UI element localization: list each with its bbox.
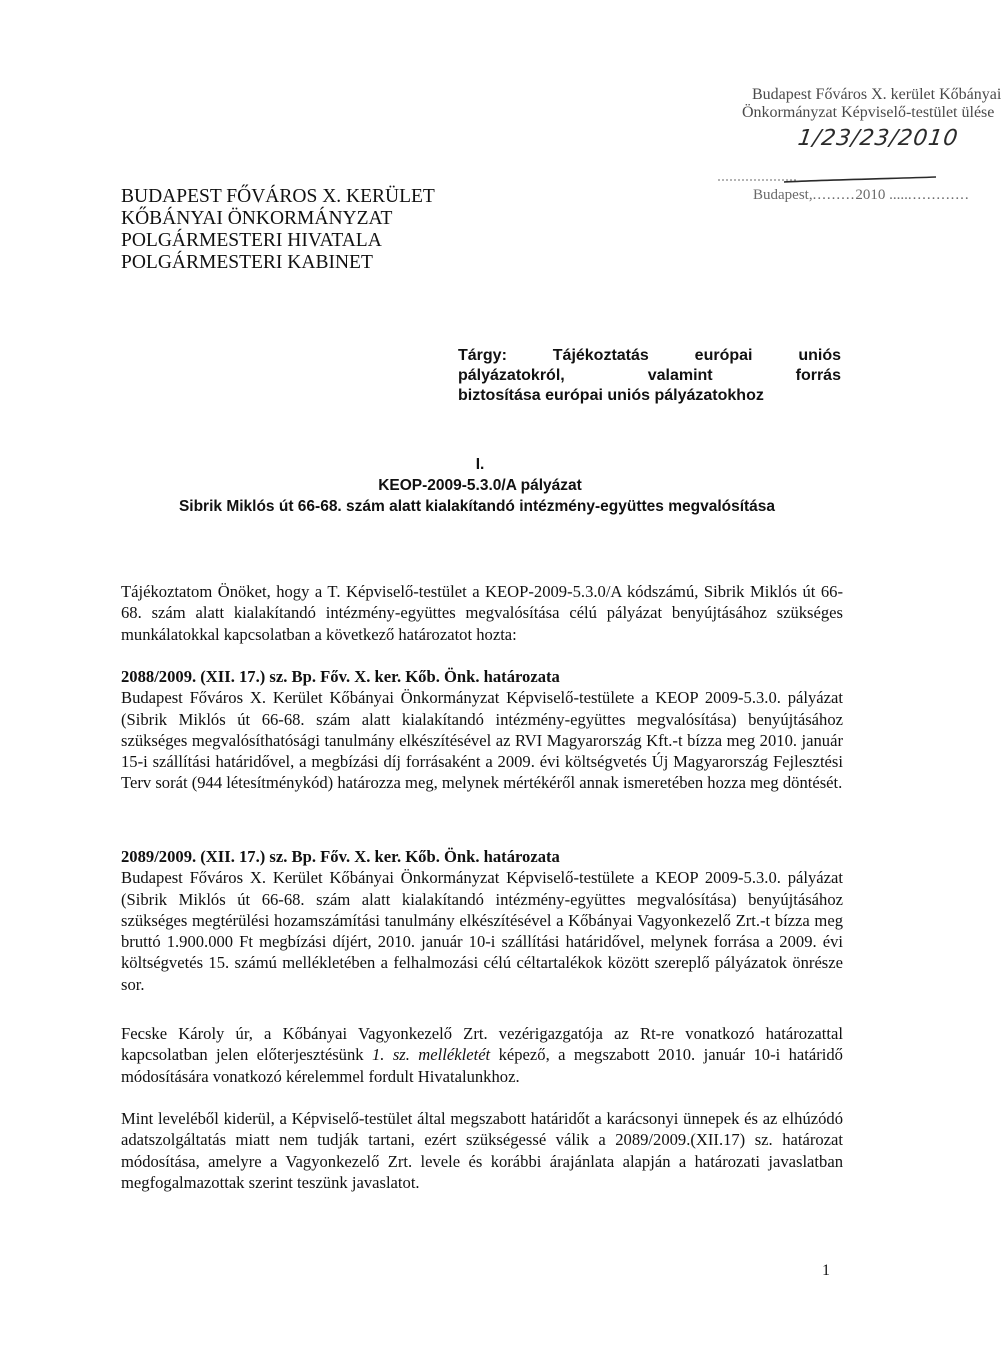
fecske-paragraph: Fecske Károly úr, a Kőbányai Vagyonkezelő Zrt. vezérigazgatója az Rt-re vonatkozó határozattal kapcsolatban jelen előterjesztésünk 1. sz. mellékletét képező, a megszabott 2010. január 10-i határidő módosítására vonatkozó kérelemmel fordult Hivatalunkhoz. [121,1024,843,1086]
mint-paragraph: Mint leveléből kiderül, a Képviselő-testület által megszabott határidőt a karácsonyi ünnepek és az elhúzódó adatszolgáltatás miatt nem tudják tartani, ezért szükségessé válik a 2089/2009.(XII.17) sz. határozat módosítása, amelyre a Vagyonkezelő Zrt. levele és korábbi árajánlata alapján a határozati javaslatban megfogalmazottak szerint teszünk javaslatot. [121,1109,843,1192]
stamp-date-line: Budapest,.........2010 .................. [753,187,970,203]
resolution-2088-text: Budapest Főváros X. Kerület Kőbányai Önkormányzat Képviselő-testülete a KEOP 2009-5.3.0. pályázat (Sibrik Miklós út 66-68. szám alatt kialakítandó intézmény-együttes megvalósítása) benyújtásához szükséges megvalósíthatósági tanulmány elkészítésével az RVI Magyarország Kft.-t bízza meg 2010. január 15-i szállítási határidővel, a megbízási díj forrásaként a 2009. évi költségvetés Új Magyarország Fejlesztési Terv sorát (944 létesítménykód) határozza meg, melynek mértékéről annak ismeretében hozza meg döntését. [121,688,843,793]
resolution-2089-heading: 2089/2009. (XII. 17.) sz. Bp. Főv. X. ker. Kőb. Önk. határozata [121,847,560,866]
attachment-reference: 1. sz. mellékletét [371,1045,491,1065]
resolution-2088-heading: 2088/2009. (XII. 17.) sz. Bp. Főv. X. ker. Kőb. Önk. határozata [121,667,560,686]
stamp-budapest-label: Budapest, [753,187,813,203]
resolution-2089 [121,846,843,995]
header-line-3: POLGÁRMESTERI HIVATALA [121,230,382,251]
subject-line-3: biztosítása európai uniós pályázatokhoz [458,387,764,404]
header-line-4: POLGÁRMESTERI KABINET [121,252,373,273]
office-header [121,186,435,274]
resolution-2089-text: Budapest Főváros X. Kerület Kőbányai Önkormányzat Képviselő-testülete a KEOP 2009-5.3.0. pályázat (Sibrik Miklós út 66-68. szám alatt kialakítandó intézmény-együttes megvalósítása) benyújtásához szükséges megtérülési hozamszámítási tanulmány elkészítésével a Kőbányai Vagyonkezelő Zrt.-t bízza meg bruttó 1.900.000 Ft megbízási díjért, 2010. január 10-i szállítási határidővel, melynek forrása a 2009. évi költségvetés 15. számú mellékletében a felhalmozási célú céltartalékok között szereplő pályázatok önrésze sor. [121,868,843,994]
stamp-line-1: Budapest Főváros X. kerület Kőbányai [752,86,1001,103]
header-line-1: BUDAPEST FŐVÁROS X. KERÜLET [121,186,435,207]
resolution-2088 [121,666,843,794]
subject-label: Tárgy: [458,347,507,364]
intro-paragraph: Tájékoztatom Önöket, hogy a T. Képviselő-testület a KEOP-2009-5.3.0/A kódszámú, Sibrik Miklós út 66-68. szám alatt kialakítandó intézmény-együttes megvalósítása célú pályázat benyújtásához szükséges munkálatokkal kapcsolatban a következő határozatot hozta: [121,582,843,644]
stamp-date-value: 2010 ..... [855,187,908,203]
header-line-2: KŐBÁNYAI ÖNKORMÁNYZAT [121,208,393,229]
handwritten-registration-number: 1/23/23/2010 [796,126,961,151]
section-code: KEOP-2009-5.3.0/A pályázat [378,477,582,494]
subject-block: Tárgy: Tájékoztatás európai uniós pályázatokról, valamint forrás biztosítása európai uniós pályázatokhoz [458,347,841,404]
page-number: 1 [822,1262,830,1279]
section-numeral: I. [475,456,485,473]
stamp-line-2: Önkormányzat Képviselő-testület ülése [742,104,995,121]
section-title: Sibrik Miklós út 66-68. szám alatt kialakítandó intézmény-együttes megvalósítása [178,498,776,515]
